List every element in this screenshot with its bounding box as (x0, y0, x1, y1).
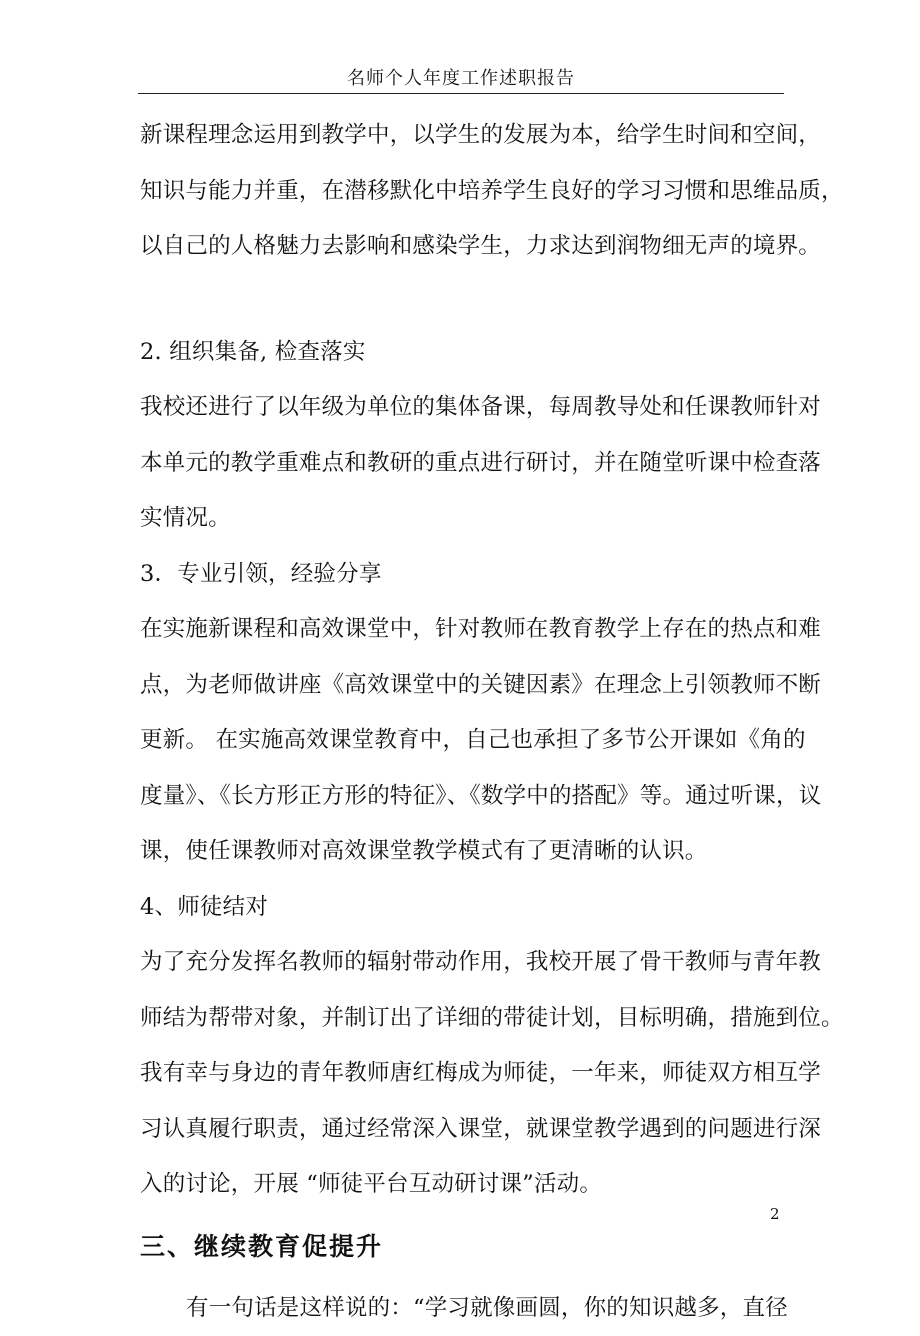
paragraph-line: 实情况。 (140, 491, 788, 547)
paragraph-line: 入的讨论，开展 “师徒平台互动研讨课”活动。 (140, 1157, 788, 1213)
section-heading: 3．专业引领，经验分享 (140, 547, 788, 603)
section-heading: 4、师徒结对 (140, 880, 788, 936)
header-rule (138, 93, 784, 94)
running-header: 名师个人年度工作述职报告 (138, 64, 784, 90)
paragraph-line: 我有幸与身边的青年教师唐红梅成为师徒，一年来，师徒双方相互学 (140, 1046, 788, 1102)
part-heading: 三、继续教育促提升 (140, 1213, 788, 1281)
paragraph-line: 有一句话是这样说的：“学习就像画圆，你的知识越多，直径 (140, 1281, 788, 1336)
paragraph-line: 本单元的教学重难点和教研的重点进行研讨，并在随堂听课中检查落 (140, 436, 788, 492)
page-number: 2 (770, 1205, 780, 1223)
paragraph-line: 度量》、《长方形正方形的特征》、《数学中的搭配》等。通过听课，议 (140, 769, 788, 825)
paragraph-line: 以自己的人格魅力去影响和感染学生，力求达到润物细无声的境界。 (140, 219, 788, 275)
paragraph-line: 为了充分发挥名教师的辐射带动作用，我校开展了骨干教师与青年教 (140, 935, 788, 991)
paragraph-line: 新课程理念运用到教学中，以学生的发展为本，给学生时间和空间， (140, 108, 788, 164)
page-content (140, 108, 788, 1336)
paragraph-line: 习认真履行职责，通过经常深入课堂，就课堂教学遇到的问题进行深 (140, 1102, 788, 1158)
paragraph-line: 更新。 在实施高效课堂教育中，自己也承担了多节公开课如《角的 (140, 713, 788, 769)
paragraph-line: 在实施新课程和高效课堂中，针对教师在教育教学上存在的热点和难 (140, 602, 788, 658)
section-heading: 2. 组织集备, 检查落实 (140, 325, 788, 381)
paragraph-line: 点，为老师做讲座《高效课堂中的关键因素》在理念上引领教师不断 (140, 658, 788, 714)
paragraph-line: 师结为帮带对象，并制订出了详细的带徒计划，目标明确，措施到位。 (140, 991, 788, 1047)
blank-line (140, 275, 788, 325)
paragraph-line: 知识与能力并重，在潜移默化中培养学生良好的学习习惯和思维品质， (140, 164, 788, 220)
paragraph-line: 我校还进行了以年级为单位的集体备课，每周教导处和任课教师针对 (140, 380, 788, 436)
paragraph-line: 课，使任课教师对高效课堂教学模式有了更清晰的认识。 (140, 824, 788, 880)
